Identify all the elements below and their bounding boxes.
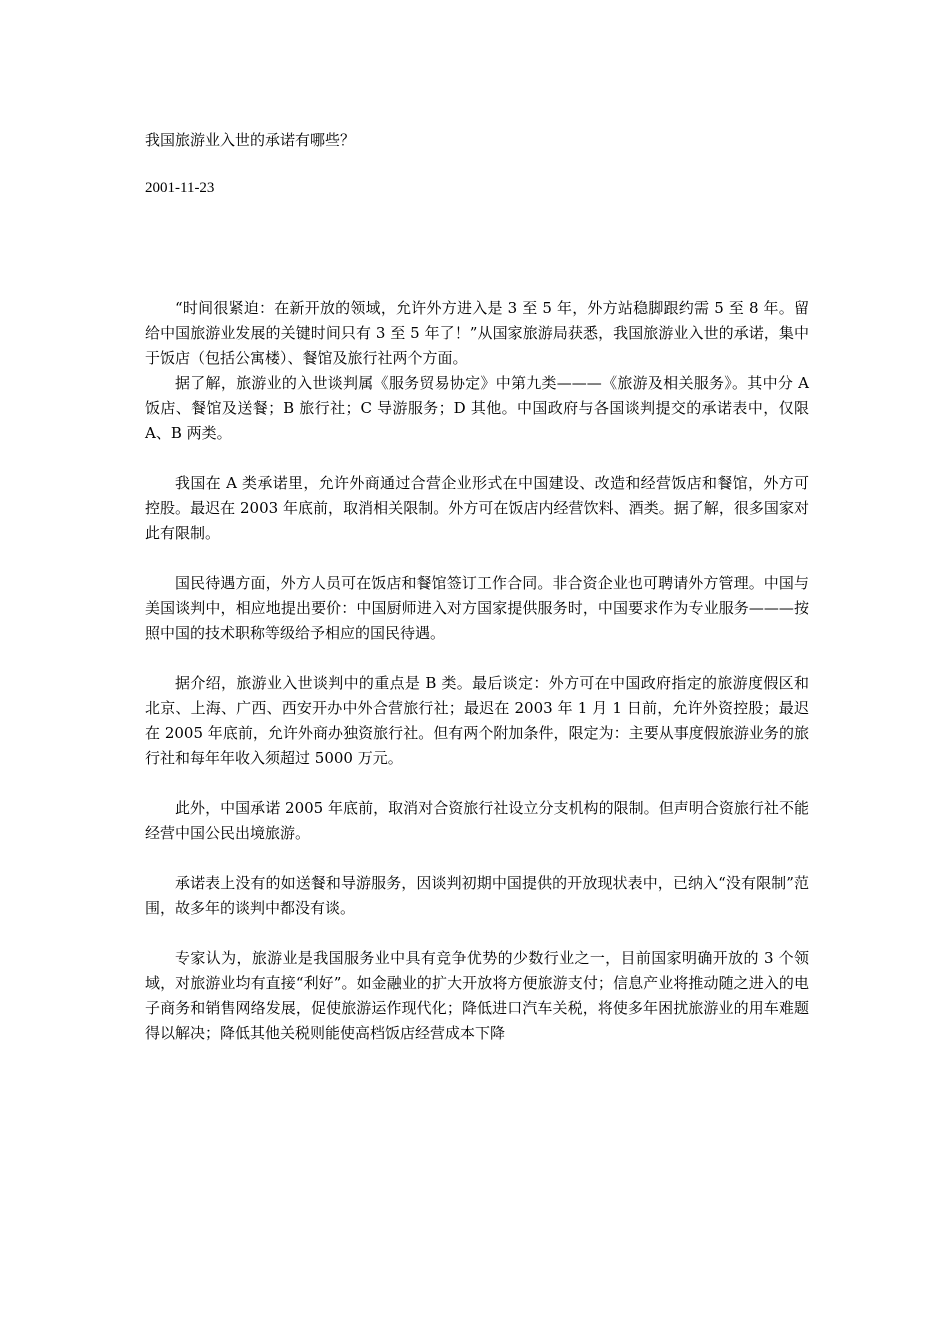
paragraph-3: 我国在 A 类承诺里，允许外商通过合营企业形式在中国建设、改造和经营饭店和餐馆，外方可控股。最迟在 2003 年底前，取消相关限制。外方可在饭店内经营饮料、酒类。据了解，很多国家对此有限制。: [145, 474, 809, 542]
paragraph-1: “时间很紧迫：在新开放的领域，允许外方进入是 3 至 5 年，外方站稳脚跟约需 5 至 8 年。留给中国旅游业发展的关键时间只有 3 至 5 年了！”从国家旅游局获悉，我国旅游业入世的承诺，集中于饭店（包括公寓楼）、餐馆及旅行社两个方面。: [145, 299, 809, 367]
document-date: 2001-11-23: [145, 180, 215, 196]
paragraph-4: 国民待遇方面，外方人员可在饭店和餐馆签订工作合同。非合资企业也可聘请外方管理。中国与美国谈判中，相应地提出要价：中国厨师进入对方国家提供服务时，中国要求作为专业服务———按照中国的技术职称等级给予相应的国民待遇。: [145, 574, 809, 642]
paragraph-7: 承诺表上没有的如送餐和导游服务，因谈判初期中国提供的开放现状表中，已纳入“没有限制”范围，故多年的谈判中都没有谈。: [145, 874, 809, 917]
document-title: 我国旅游业入世的承诺有哪些？: [145, 131, 356, 149]
paragraph-5: 据介绍，旅游业入世谈判中的重点是 B 类。最后谈定：外方可在中国政府指定的旅游度假区和北京、上海、广西、西安开办中外合营旅行社；最迟在 2003 年 1 月 1 日前，允许外资控股；最迟在 2005 年底前，允许外商办独资旅行社。但有两个附加条件，限定为：主要从事度假旅游业务的旅行社和每年年收入须超过 5000 万元。: [145, 674, 809, 767]
paragraph-6: 此外，中国承诺 2005 年底前，取消对合资旅行社设立分支机构的限制。但声明合资旅行社不能经营中国公民出境旅游。: [145, 799, 809, 842]
paragraph-8: 专家认为，旅游业是我国服务业中具有竞争优势的少数行业之一，目前国家明确开放的 3 个领域，对旅游业均有直接“利好”。如金融业的扩大开放将方便旅游支付；信息产业将推动随之进入的电子商务和销售网络发展，促使旅游运作现代化；降低进口汽车关税，将使多年困扰旅游业的用车难题得以解决；降低其他关税则能使高档饭店经营成本下降: [145, 949, 809, 1042]
paragraph-2: 据了解，旅游业的入世谈判属《服务贸易协定》中第九类———《旅游及相关服务》。其中分 A 饭店、餐馆及送餐；B 旅行社；C 导游服务；D 其他。中国政府与各国谈判提交的承诺表中，仅限 A、B 两类。: [145, 374, 809, 442]
document-body: [145, 296, 809, 1046]
